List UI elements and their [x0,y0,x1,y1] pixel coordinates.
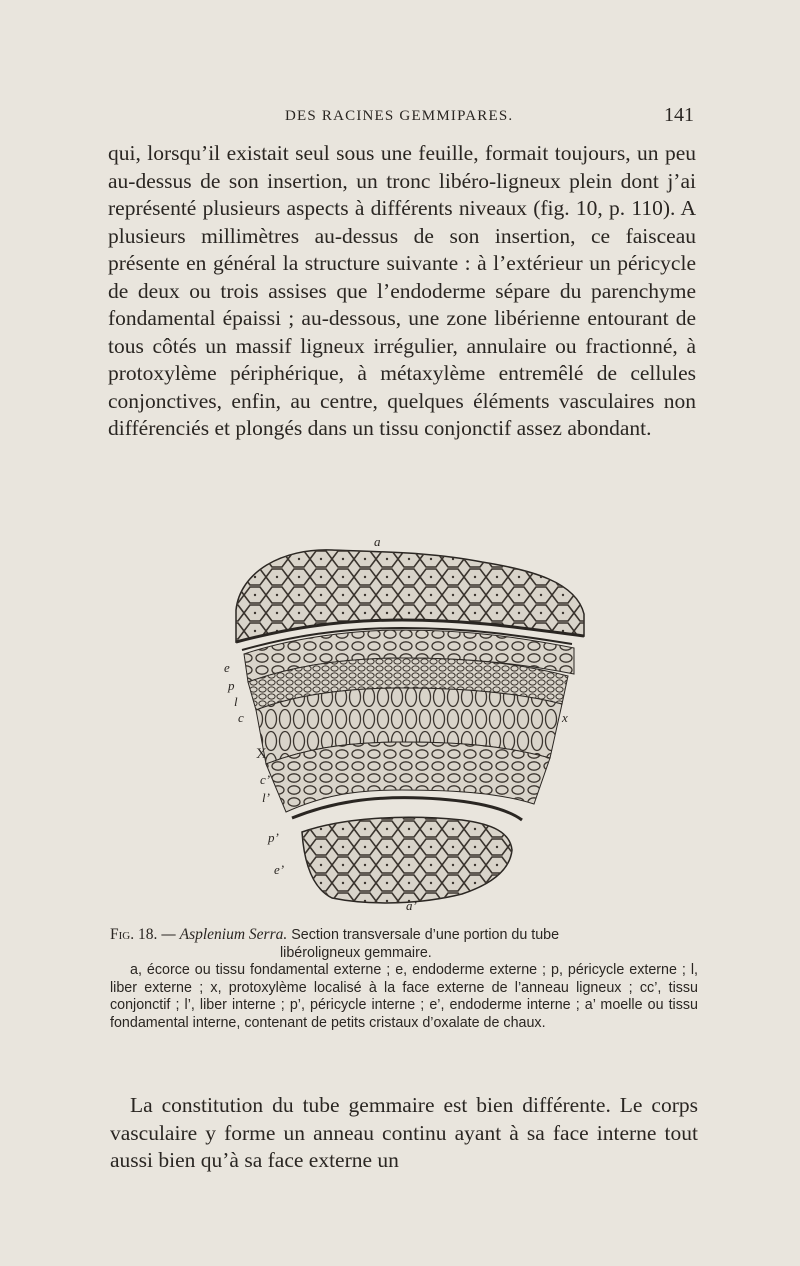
label-x: x [562,710,568,725]
label-c-prime: c’ [260,772,271,787]
caption-fig-label: Fig. 18. [110,926,158,943]
page-number: 141 [664,104,694,126]
label-l: l [234,694,238,709]
phloem-inner-band [266,742,550,812]
label-a: a [374,534,381,549]
label-p: p [228,678,235,693]
label-p-prime: p’ [268,830,279,845]
caption-legend: a, écorce ou tissu fondamental externe ; e, endoderme externe ; p, péricycle externe ; l, liber externe ; x, protoxylème localisé à la face externe de l’anneau ligneux ; cc’, tissu conjonctif ; l’, liber interne ; p’, péricycle interne ; e’, endoderme interne ; a’ moelle ou tissu fondamental interne, contenant de petits cristaux d’oxalate de chaux. [110,962,698,1031]
caption-species: Asplenium Serra. [179,926,288,943]
figure-18-illustration [222,532,588,914]
paragraph-top: qui, lorsqu’il existait seul sous une feuille, formait toujours, un peu au-dessus de son insertion, un tronc libéro-ligneux plein dont j’ai représenté plusieurs aspects à différents niveaux (fig. 10, p. 110). A plusieurs millimètres au-dessus de son insertion, ce faisceau présente en général la structure suivante : à l’extérieur un péricycle de deux ou trois assises que l’endoderme sépare du parenchyme fondamental épaissi ; au-dessous, une zone libérienne entourant de tous côtés un massif ligneux irrégulier, annulaire ou fractionné, à protoxylème périphérique, à métaxylème entremêlé de cellules conjonctives, enfin, au centre, quelques éléments vasculaires non différenciés et plongés dans un tissu conjonctif assez abondant. [108,141,696,440]
running-head: DES RACINES GEMMIPARES. [285,108,514,124]
label-a-prime: a’ [406,898,417,913]
caption-title [110,926,698,945]
label-e-prime: e’ [274,862,285,877]
page-header [100,104,696,134]
label-X: X [256,746,267,762]
label-c: c [238,710,244,725]
label-l-prime: l’ [262,790,270,805]
paragraph-bottom-container [110,1092,698,1175]
figure-caption [110,926,698,1032]
paragraph-bottom: La constitution du tube gemmaire est bien différente. Le corps vasculaire y forme un anneau continu ayant à sa face interne tout aussi bien qu’à sa face externe un [110,1093,698,1172]
caption-title-line2: libéroligneux gemmaire. [280,944,432,961]
caption-title-rest: Section transversale d’une portion du tube [287,927,560,943]
root-cross-section-drawing [222,532,588,914]
label-e: e [224,660,230,675]
pith-inner-region [292,812,522,912]
caption-dash: — [157,927,180,943]
